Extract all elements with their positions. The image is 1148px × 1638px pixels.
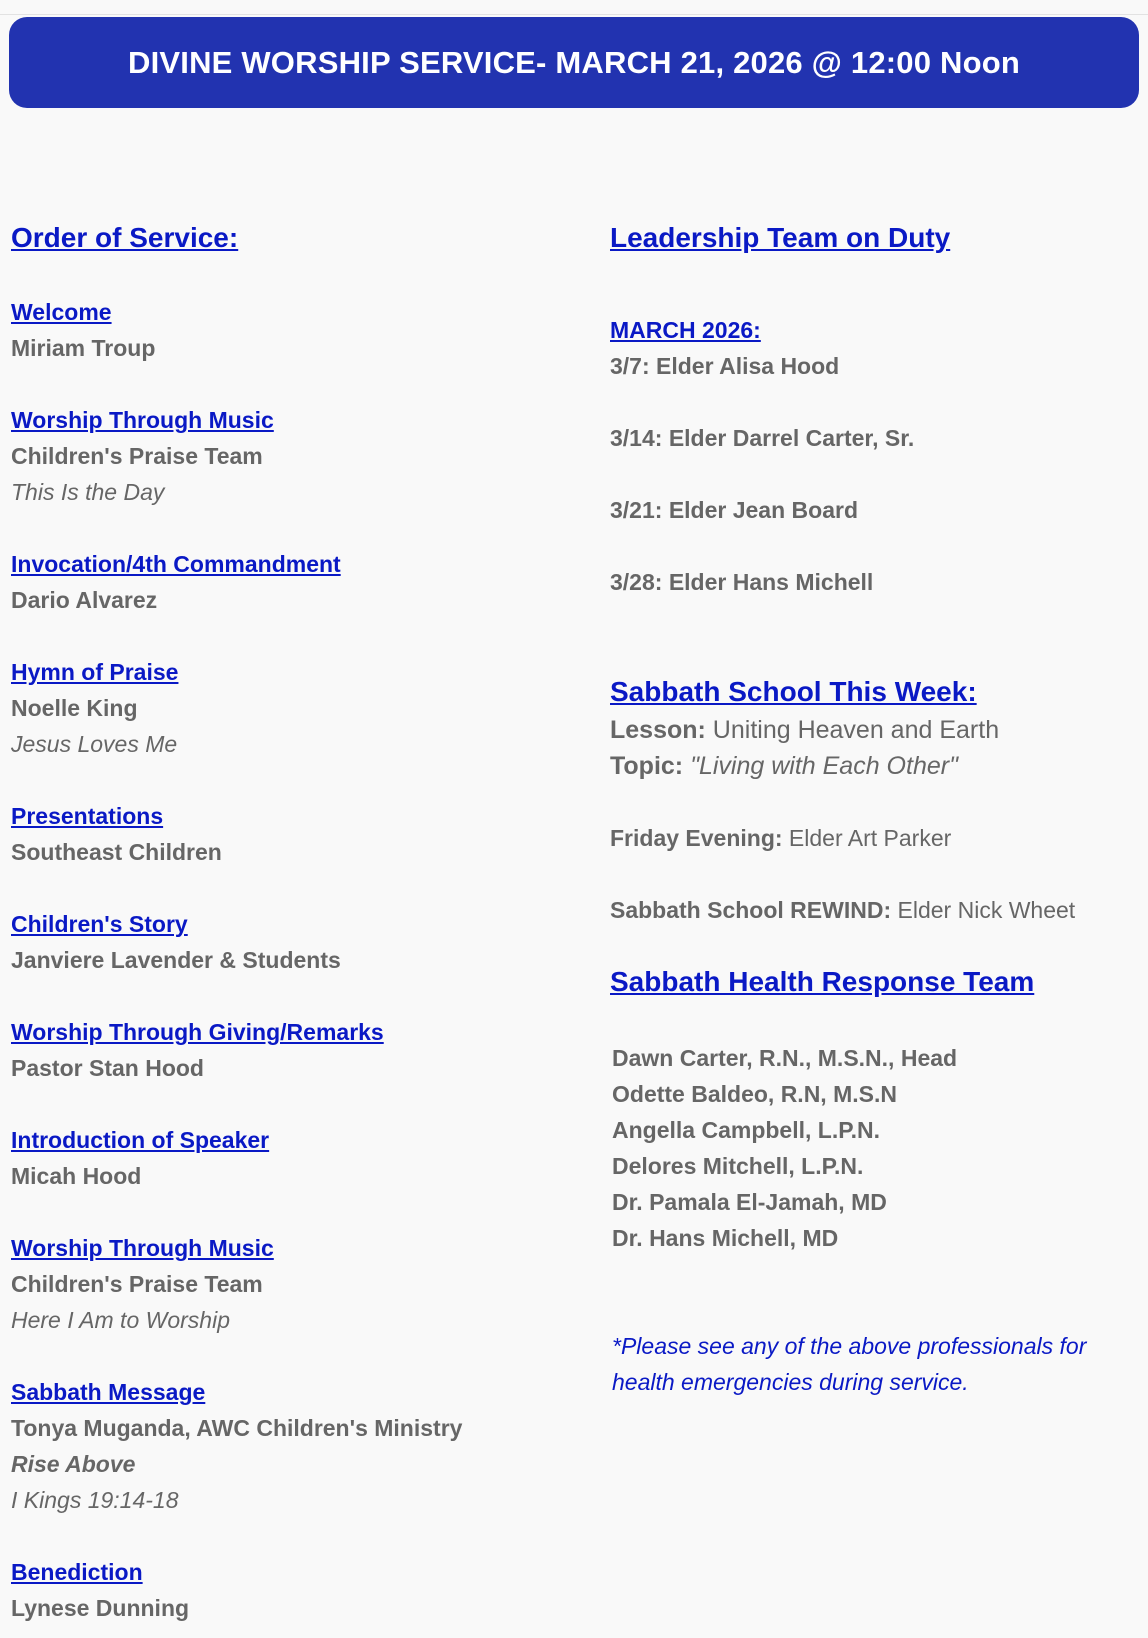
service-item-title[interactable]: Worship Through Music (11, 1235, 274, 1261)
health-team-list (612, 1040, 1140, 1256)
service-item-presentations (11, 798, 571, 870)
topic-value: "Living with Each Other" (683, 752, 958, 780)
order-of-service-heading[interactable]: Order of Service: (11, 222, 239, 253)
health-team-member: Delores Mitchell, L.P.N. (612, 1153, 864, 1179)
rewind-label: Sabbath School REWIND: (610, 897, 892, 923)
duty-roster (610, 312, 1140, 600)
service-item-title[interactable]: Welcome (11, 299, 112, 325)
rewind-line (610, 892, 1140, 928)
service-item-worship-music-1 (11, 402, 571, 510)
service-item-person: Micah Hood (11, 1163, 142, 1189)
service-item-title[interactable]: Presentations (11, 803, 164, 829)
health-note-line: health emergencies during service. (612, 1369, 969, 1395)
service-item-giving (11, 1014, 571, 1086)
duty-month[interactable]: MARCH 2026: (610, 317, 761, 343)
rewind-value: Elder Nick Wheet (891, 897, 1076, 923)
service-item-title[interactable]: Worship Through Giving/Remarks (11, 1019, 384, 1045)
leadership-heading[interactable]: Leadership Team on Duty (610, 222, 951, 253)
sabbath-school-heading[interactable]: Sabbath School This Week: (610, 676, 977, 707)
service-item-person: Janviere Lavender & Students (11, 947, 341, 973)
service-item-invocation (11, 546, 571, 618)
scripture-reference: I Kings 19:14-18 (11, 1487, 179, 1513)
health-note (612, 1328, 1140, 1400)
health-team-member: Dr. Hans Michell, MD (612, 1225, 839, 1251)
service-item-title[interactable]: Sabbath Message (11, 1379, 206, 1405)
lesson-line (610, 712, 1140, 748)
service-item-benediction (11, 1554, 571, 1626)
info-column (610, 218, 1140, 1400)
service-item-song: This Is the Day (11, 479, 165, 505)
service-item-person: Miriam Troup (11, 335, 156, 361)
service-item-song: Here I Am to Worship (11, 1307, 230, 1333)
service-item-title[interactable]: Worship Through Music (11, 407, 274, 433)
service-item-welcome (11, 294, 571, 366)
service-item-person: Southeast Children (11, 839, 222, 865)
service-item-person: Pastor Stan Hood (11, 1055, 204, 1081)
friday-evening-line (610, 820, 1140, 856)
topic-label: Topic: (610, 752, 684, 780)
service-banner (9, 17, 1139, 108)
health-team-member: Angella Campbell, L.P.N. (612, 1117, 880, 1143)
service-item-intro-speaker (11, 1122, 571, 1194)
lesson-label: Lesson: (610, 716, 706, 744)
service-item-childrens-story (11, 906, 571, 978)
service-item-person: Dario Alvarez (11, 587, 158, 613)
health-team-member: Dr. Pamala El-Jamah, MD (612, 1189, 887, 1215)
service-item-person: Noelle King (11, 695, 138, 721)
sabbath-school-section (610, 672, 1140, 928)
service-item-sabbath-message (11, 1374, 571, 1518)
service-item-person: Tonya Muganda, AWC Children's Ministry (11, 1415, 463, 1441)
service-item-title[interactable]: Hymn of Praise (11, 659, 179, 685)
duty-entry: 3/14: Elder Darrel Carter, Sr. (610, 425, 915, 451)
service-item-person: Children's Praise Team (11, 1271, 263, 1297)
top-divider (0, 14, 1148, 15)
friday-label: Friday Evening: (610, 825, 783, 851)
service-item-hymn (11, 654, 571, 762)
service-item-song: Jesus Loves Me (11, 731, 178, 757)
topic-line (610, 748, 1140, 784)
sermon-title: Rise Above (11, 1451, 136, 1477)
health-note-line: *Please see any of the above professionals for (612, 1333, 1087, 1359)
order-of-service-column (11, 218, 571, 1626)
health-team-member: Dawn Carter, R.N., M.S.N., Head (612, 1045, 958, 1071)
friday-value: Elder Art Parker (782, 825, 952, 851)
health-team-member: Odette Baldeo, R.N, M.S.N (612, 1081, 897, 1107)
service-item-title[interactable]: Introduction of Speaker (11, 1127, 270, 1153)
service-item-title[interactable]: Invocation/4th Commandment (11, 551, 341, 577)
duty-entry: 3/21: Elder Jean Board (610, 497, 858, 523)
duty-entry: 3/28: Elder Hans Michell (610, 569, 874, 595)
health-team-section (610, 962, 1140, 1400)
duty-entry: 3/7: Elder Alisa Hood (610, 353, 840, 379)
lesson-value: Uniting Heaven and Earth (705, 716, 1000, 744)
service-item-person: Lynese Dunning (11, 1595, 190, 1621)
service-item-person: Children's Praise Team (11, 443, 263, 469)
health-team-heading[interactable]: Sabbath Health Response Team (610, 966, 1035, 997)
banner-title: DIVINE WORSHIP SERVICE- MARCH 21, 2026 @ 12:00 Noon (127, 45, 1020, 80)
service-item-title[interactable]: Children's Story (11, 911, 188, 937)
service-item-title[interactable]: Benediction (11, 1559, 143, 1585)
service-item-worship-music-2 (11, 1230, 571, 1338)
